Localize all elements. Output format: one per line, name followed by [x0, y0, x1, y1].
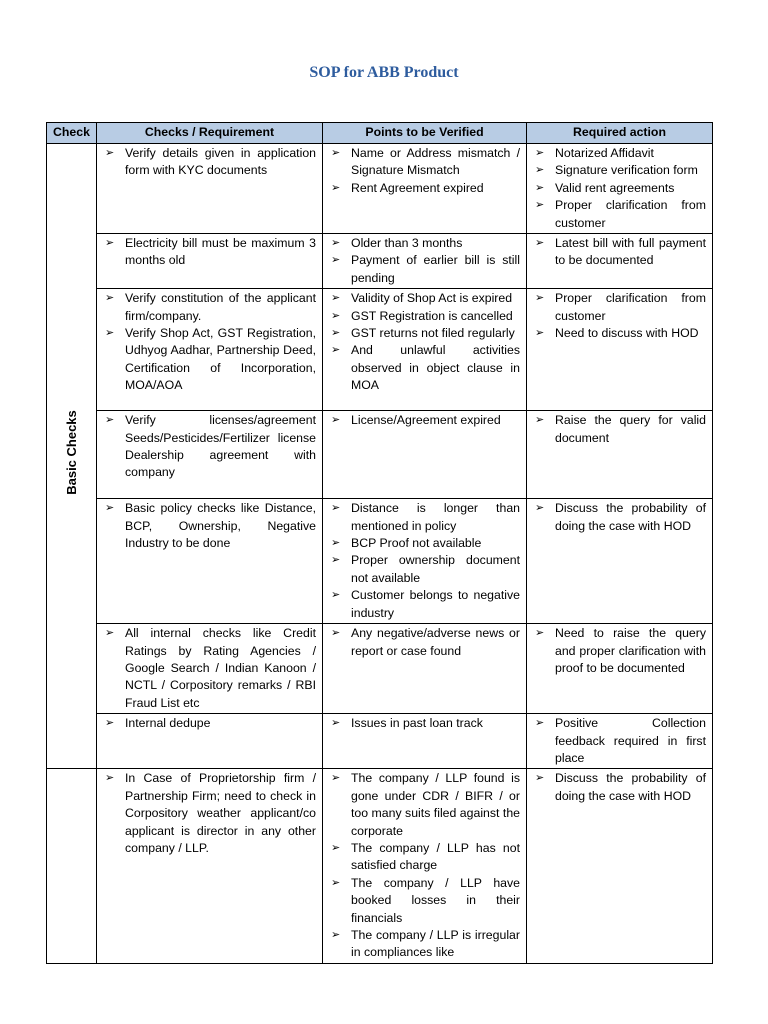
action-cell — [527, 289, 713, 411]
bullet-arrow-icon: ➢ — [331, 237, 341, 250]
points-cell-list — [329, 500, 520, 622]
bullet-arrow-icon: ➢ — [535, 147, 545, 159]
requirement-cell — [97, 289, 323, 411]
requirement-cell-list — [103, 290, 316, 394]
list-item — [103, 625, 316, 712]
points-cell-list — [329, 412, 520, 429]
table-row — [47, 499, 713, 624]
list-item — [329, 625, 520, 660]
requirement-cell-list — [103, 412, 316, 482]
item-text: Verify Shop Act, GST Registration, Udhyog Aadhar, Partnership Deed, Certification of Incorporation, MOA/AOA — [125, 326, 316, 393]
action-cell-list — [533, 290, 706, 342]
list-item — [329, 552, 520, 587]
list-item — [329, 875, 520, 927]
item-text: The company / LLP has not satisfied charge — [351, 840, 520, 873]
bullet-arrow-icon: ➢ — [331, 841, 341, 854]
points-cell — [323, 144, 527, 234]
bullet-arrow-icon: ➢ — [105, 772, 115, 785]
list-item — [103, 325, 316, 395]
item-text: Proper ownership document not available — [351, 553, 520, 585]
item-text: Valid rent agreements — [555, 180, 675, 195]
item-text: Customer belongs to negative industry — [351, 588, 520, 620]
list-item — [533, 197, 706, 232]
table-row — [47, 289, 713, 411]
requirement-cell-list — [103, 500, 316, 552]
bullet-arrow-icon: ➢ — [105, 237, 115, 250]
action-cell-list — [533, 715, 706, 767]
list-item — [533, 715, 706, 767]
list-item — [533, 180, 706, 197]
item-text: Basic policy checks like Distance, BCP, Ownership, Negative Industry to be done — [125, 501, 316, 551]
list-item — [329, 770, 520, 840]
list-item — [533, 290, 706, 325]
item-text: Validity of Shop Act is expired — [351, 291, 513, 306]
bullet-arrow-icon: ➢ — [105, 327, 115, 340]
bullet-arrow-icon: ➢ — [331, 254, 341, 267]
item-text: Internal dedupe — [125, 716, 211, 731]
item-text: Name or Address mismatch / Signature Mismatch — [351, 146, 520, 178]
bullet-arrow-icon: ➢ — [331, 414, 341, 427]
requirement-cell — [97, 714, 323, 769]
item-text: Need to raise the query and proper clarification with proof to be documented — [555, 626, 706, 675]
item-text: Distance is longer than mentioned in policy — [351, 501, 520, 533]
list-item — [329, 180, 520, 197]
requirement-cell-list — [103, 625, 316, 712]
action-cell — [527, 234, 713, 289]
bullet-arrow-icon: ➢ — [105, 414, 115, 427]
bullet-arrow-icon: ➢ — [535, 199, 545, 212]
list-item — [533, 500, 706, 535]
item-text: Raise the query for valid document — [555, 413, 706, 445]
bullet-arrow-icon: ➢ — [535, 181, 545, 194]
bullet-arrow-icon: ➢ — [331, 627, 341, 640]
requirement-cell — [97, 499, 323, 624]
bullet-arrow-icon: ➢ — [331, 147, 341, 159]
list-item — [329, 412, 520, 429]
list-item — [329, 252, 520, 287]
item-text: All internal checks like Credit Ratings by Rating Agencies / Google Search / Indian Kanoon / NCTL / Corpository remarks / RBI Fraud List etc — [125, 626, 316, 710]
sop-table — [46, 122, 713, 964]
bullet-arrow-icon: ➢ — [105, 627, 115, 640]
action-cell — [527, 714, 713, 769]
item-text: Verify licenses/agreement Seeds/Pesticides/Fertilizer license Dealership agreement with company — [125, 413, 316, 480]
action-cell-list — [533, 145, 706, 232]
bullet-arrow-icon: ➢ — [535, 164, 545, 177]
action-cell-list — [533, 412, 706, 447]
points-cell-list — [329, 770, 520, 961]
bullet-arrow-icon: ➢ — [331, 502, 341, 515]
list-item — [329, 342, 520, 394]
item-text: GST returns not filed regularly — [351, 326, 515, 341]
action-cell — [527, 499, 713, 624]
bullet-arrow-icon: ➢ — [331, 554, 341, 567]
requirement-cell-list — [103, 715, 316, 732]
header-requirement: Checks / Requirement — [97, 123, 323, 144]
item-text: Verify details given in application form with KYC documents — [125, 146, 316, 178]
requirement-cell-list — [103, 145, 316, 180]
bullet-arrow-icon: ➢ — [105, 147, 115, 159]
bullet-arrow-icon: ➢ — [331, 717, 341, 730]
bullet-arrow-icon: ➢ — [535, 627, 545, 640]
points-cell — [323, 234, 527, 289]
list-item — [329, 290, 520, 307]
check-cell — [47, 769, 97, 963]
item-text: Positive Collection feedback required in first place — [555, 716, 706, 765]
header-points: Points to be Verified — [323, 123, 527, 144]
table-row — [47, 234, 713, 289]
action-cell-list — [533, 625, 706, 677]
action-cell-list — [533, 500, 706, 535]
table-row — [47, 624, 713, 714]
action-cell — [527, 624, 713, 714]
requirement-cell-list — [103, 235, 316, 270]
check-cell — [47, 144, 97, 769]
item-text: Any negative/adverse news or report or case found — [351, 626, 520, 658]
bullet-arrow-icon: ➢ — [535, 717, 545, 730]
points-cell — [323, 411, 527, 499]
item-text: GST Registration is cancelled — [351, 308, 513, 323]
list-item — [329, 927, 520, 962]
list-item — [329, 535, 520, 552]
requirement-cell — [97, 624, 323, 714]
item-text: Need to discuss with HOD — [555, 326, 699, 341]
points-cell — [323, 289, 527, 411]
bullet-arrow-icon: ➢ — [331, 344, 341, 357]
list-item — [329, 145, 520, 180]
table-row — [47, 144, 713, 234]
item-text: Payment of earlier bill is still pending — [351, 253, 520, 285]
item-text: Proper clarification from customer — [555, 198, 706, 230]
item-text: Notarized Affidavit — [555, 146, 654, 160]
list-item — [533, 162, 706, 179]
item-text: Rent Agreement expired — [351, 180, 484, 195]
list-item — [533, 235, 706, 270]
requirement-cell — [97, 769, 323, 963]
requirement-cell-list — [103, 770, 316, 857]
item-text: Latest bill with full payment to be documented — [555, 236, 706, 268]
item-text: In Case of Proprietorship firm / Partnership Firm; need to check in Corpository weather applicant/co applicant is director in any other company / LLP. — [125, 771, 316, 855]
requirement-cell — [97, 234, 323, 289]
item-text: The company / LLP have booked losses in their financials — [351, 875, 520, 925]
points-cell-list — [329, 715, 520, 732]
item-text: Proper clarification from customer — [555, 291, 706, 323]
action-cell — [527, 144, 713, 234]
points-cell — [323, 769, 527, 963]
points-cell — [323, 499, 527, 624]
item-text: License/Agreement expired — [351, 413, 501, 428]
item-text: The company / LLP found is gone under CDR / BIFR / or too many suits filed against the corporate — [351, 771, 520, 838]
bullet-arrow-icon: ➢ — [535, 414, 545, 427]
points-cell-list — [329, 290, 520, 394]
points-cell — [323, 624, 527, 714]
bullet-arrow-icon: ➢ — [331, 309, 341, 322]
bullet-arrow-icon: ➢ — [535, 772, 545, 785]
action-cell-list — [533, 770, 706, 805]
list-item — [103, 770, 316, 857]
list-item — [329, 235, 520, 252]
list-item — [533, 145, 706, 162]
list-item — [329, 325, 520, 342]
list-item — [533, 770, 706, 805]
header-check: Check — [47, 123, 97, 144]
bullet-arrow-icon: ➢ — [105, 717, 115, 730]
item-text: And unlawful activities observed in object clause in MOA — [351, 343, 520, 393]
bullet-arrow-icon: ➢ — [535, 237, 545, 250]
points-cell — [323, 714, 527, 769]
header-action: Required action — [527, 123, 713, 144]
list-item — [103, 715, 316, 732]
bullet-arrow-icon: ➢ — [535, 502, 545, 515]
points-cell-list — [329, 145, 520, 197]
requirement-cell — [97, 411, 323, 499]
item-text: Discuss the probability of doing the case with HOD — [555, 771, 706, 803]
bullet-arrow-icon: ➢ — [535, 292, 545, 305]
group-label-basic-checks: Basic Checks — [63, 409, 79, 495]
table-row — [47, 411, 713, 499]
list-item — [329, 308, 520, 325]
list-item — [103, 290, 316, 325]
list-item — [329, 840, 520, 875]
bullet-arrow-icon: ➢ — [105, 502, 115, 515]
action-cell — [527, 411, 713, 499]
item-text: Electricity bill must be maximum 3 months old — [125, 236, 316, 268]
list-item — [533, 325, 706, 342]
list-item — [329, 587, 520, 622]
bullet-arrow-icon: ➢ — [331, 292, 341, 305]
item-text: Issues in past loan track — [351, 716, 483, 731]
bullet-arrow-icon: ➢ — [331, 181, 341, 194]
list-item — [533, 625, 706, 677]
bullet-arrow-icon: ➢ — [331, 589, 341, 602]
list-item — [329, 500, 520, 535]
list-item — [329, 715, 520, 732]
action-cell — [527, 769, 713, 963]
table-row — [47, 714, 713, 769]
points-cell-list — [329, 625, 520, 660]
item-text: Verify constitution of the applicant firm/company. — [125, 291, 316, 323]
bullet-arrow-icon: ➢ — [535, 327, 545, 340]
list-item — [533, 412, 706, 447]
item-text: The company / LLP is irregular in compliances like — [351, 928, 520, 960]
page-title: SOP for ABB Product — [309, 64, 459, 81]
bullet-arrow-icon: ➢ — [331, 537, 341, 550]
bullet-arrow-icon: ➢ — [331, 876, 341, 889]
item-text: BCP Proof not available — [351, 536, 482, 551]
bullet-arrow-icon: ➢ — [331, 327, 341, 340]
list-item — [103, 235, 316, 270]
action-cell-list — [533, 235, 706, 270]
bullet-arrow-icon: ➢ — [331, 772, 341, 785]
table-row — [47, 769, 713, 963]
list-item — [103, 145, 316, 180]
requirement-cell — [97, 144, 323, 234]
table-header-row — [47, 123, 713, 144]
bullet-arrow-icon: ➢ — [331, 929, 341, 941]
item-text: Discuss the probability of doing the case with HOD — [555, 501, 706, 533]
list-item — [103, 500, 316, 552]
list-item — [103, 412, 316, 482]
item-text: Older than 3 months — [351, 236, 463, 251]
points-cell-list — [329, 235, 520, 287]
item-text: Signature verification form — [555, 163, 698, 178]
bullet-arrow-icon: ➢ — [105, 292, 115, 305]
